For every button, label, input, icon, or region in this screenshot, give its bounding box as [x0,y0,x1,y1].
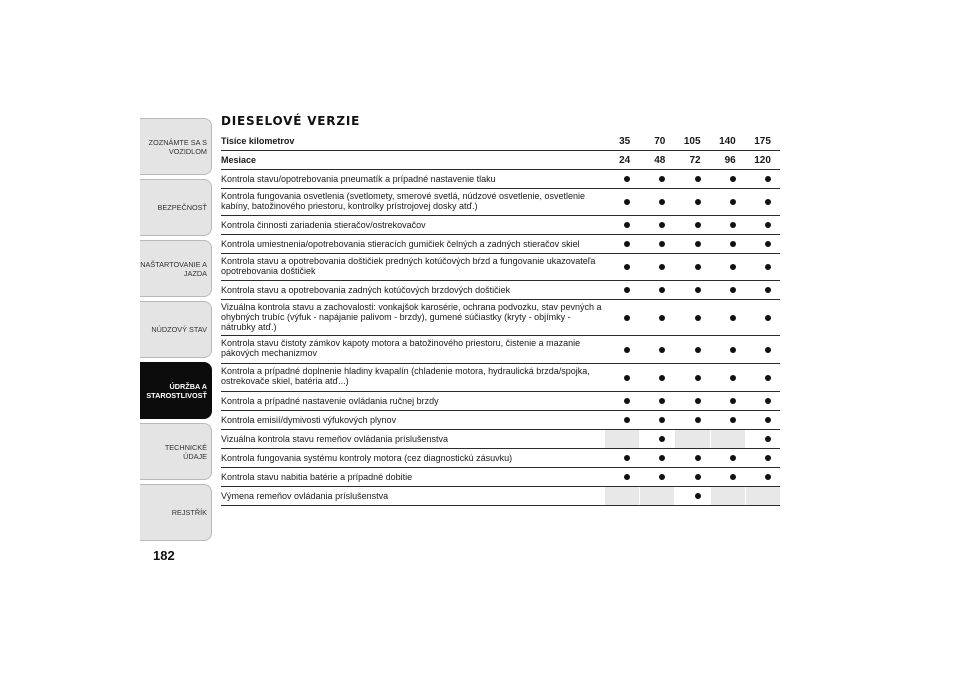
bullet-dot-icon [624,375,630,381]
bullet-dot-icon [624,474,630,480]
bullet-dot-icon [624,347,630,353]
bullet-dot-icon [730,455,736,461]
check-cell [745,411,780,429]
row-description: Kontrola stavu a opotrebovania zadných kotúčových brzdových doštičiek [221,285,511,295]
check-cell [710,336,745,363]
bullet-dot-icon [765,264,771,270]
tab-udrzba[interactable] [140,362,212,419]
check-cell [604,216,639,234]
bullet-dot-icon [624,199,630,205]
bullet-dot-icon [765,222,771,228]
check-cell [745,300,780,335]
check-cell [604,300,639,335]
bullet-dot-icon [765,474,771,480]
bullet-dot-icon [659,375,665,381]
check-cell [604,364,639,391]
tab-label: NAŠTARTOVANIE A JAZDA [140,259,207,278]
tab-bezpecnost[interactable] [140,179,212,236]
check-cell [604,254,639,280]
bullet-dot-icon [765,436,771,442]
maintenance-table [221,133,780,506]
check-cell [639,300,674,335]
tab-label: ZOZNÁMTE SA S VOZIDLOM [148,137,207,156]
page-number: 182 [153,548,175,563]
bullet-dot-icon [695,222,701,228]
bullet-dot-icon [765,287,771,293]
bullet-dot-icon [730,222,736,228]
bullet-dot-icon [624,241,630,247]
table-row [221,254,780,281]
row-description: Kontrola stavu čistoty zámkov kapoty motora a batožinového priestoru, čistenie a mazanie pákových mechanizmov [221,338,581,359]
bullet-dot-icon [659,222,665,228]
check-cell [745,235,780,253]
check-cell [604,468,639,486]
row-description: Kontrola emisií/dymivosti výfukových plynov [221,415,397,425]
tab-rejstrik[interactable] [140,484,212,541]
check-cell [674,281,709,299]
empty-cell [710,487,745,505]
check-cell [639,392,674,410]
check-cell [710,281,745,299]
row-description: Kontrola činnosti zariadenia stieračov/ostrekovačov [221,220,426,230]
header-cell: 48 [654,154,666,166]
tab-zoznamte-sa[interactable] [140,118,212,175]
bullet-dot-icon [730,474,736,480]
check-cell [674,411,709,429]
check-cell [674,487,709,505]
row-description: Kontrola fungovania osvetlenia (svetlomety, smerové svetlá, núdzové osvetlenie, osvetlenie kabíny, batožinového priestoru, kontrolky prístrojovej dosky atď.) [221,191,586,212]
check-cell [639,254,674,280]
empty-cell [639,487,674,505]
check-cell [710,364,745,391]
bullet-dot-icon [659,199,665,205]
bullet-dot-icon [695,375,701,381]
bullet-dot-icon [730,176,736,182]
bullet-dot-icon [695,287,701,293]
check-cell [745,364,780,391]
table-row [221,189,780,216]
tab-technicke-udaje[interactable] [140,423,212,480]
bullet-dot-icon [624,398,630,404]
bullet-dot-icon [730,398,736,404]
bullet-dot-icon [695,315,701,321]
bullet-dot-icon [659,315,665,321]
bullet-dot-icon [695,455,701,461]
check-cell [674,216,709,234]
section-title: DIESELOVÉ VERZIE [221,114,361,128]
check-cell [674,300,709,335]
bullet-dot-icon [765,241,771,247]
bullet-dot-icon [765,417,771,423]
table-row [221,235,780,254]
tab-label: TECHNICKÉ ÚDAJE [164,442,207,461]
check-cell [710,170,745,188]
bullet-dot-icon [624,315,630,321]
row-description: Vizuálna kontrola stavu remeňov ovládania príslušenstva [221,434,448,444]
bullet-dot-icon [659,474,665,480]
check-cell [674,364,709,391]
table-row [221,216,780,235]
empty-cell [674,430,709,448]
header-cell: 35 [619,136,631,147]
check-cell [604,235,639,253]
bullet-dot-icon [659,347,665,353]
header-cell: 140 [719,136,736,147]
bullet-dot-icon [765,347,771,353]
check-cell [745,392,780,410]
check-cell [745,216,780,234]
check-cell [639,235,674,253]
check-cell [745,430,780,448]
empty-cell [604,430,639,448]
check-cell [745,281,780,299]
empty-cell [604,487,639,505]
header-cell: 96 [724,154,736,166]
check-cell [710,235,745,253]
bullet-dot-icon [695,176,701,182]
check-cell [639,336,674,363]
check-cell [745,170,780,188]
header-row-km [221,133,780,151]
row-description: Vizuálna kontrola stavu a zachovalosti: vonkajšok karosérie, ochrana podvozku, stav pevných a ohybných trubíc (výfuk - napájanie palivom - brzdy), gumené súčiastky (kryty - objímky - nátrubky atď.) [221,302,602,333]
row-description: Kontrola fungovania systému kontroly motora (cez diagnostickú zásuvku) [221,453,513,463]
bullet-dot-icon [765,176,771,182]
check-cell [604,170,639,188]
header-cell: 175 [754,136,771,147]
table-row [221,411,780,430]
bullet-dot-icon [695,417,701,423]
check-cell [745,468,780,486]
tab-label: NÚDZOVÝ STAV [151,325,207,334]
check-cell [674,189,709,215]
check-cell [639,411,674,429]
check-cell [639,189,674,215]
tab-label: REJSTŘÍK [171,508,207,517]
bullet-dot-icon [624,287,630,293]
check-cell [674,449,709,467]
bullet-dot-icon [659,264,665,270]
bullet-dot-icon [765,199,771,205]
tab-label: ÚDRŽBA A STAROSTLIVOSŤ [146,381,207,400]
check-cell [674,468,709,486]
check-cell [639,216,674,234]
check-cell [710,189,745,215]
bullet-dot-icon [659,176,665,182]
header-cell: 70 [654,136,666,147]
check-cell [710,216,745,234]
check-cell [639,468,674,486]
check-cell [710,392,745,410]
bullet-dot-icon [624,455,630,461]
table-row [221,364,780,392]
bullet-dot-icon [730,375,736,381]
check-cell [639,430,674,448]
bullet-dot-icon [765,455,771,461]
check-cell [639,449,674,467]
header-label: Mesiace [221,155,257,165]
bullet-dot-icon [659,398,665,404]
bullet-dot-icon [659,287,665,293]
header-cell: 105 [683,136,701,147]
bullet-dot-icon [730,287,736,293]
table-row [221,468,780,487]
check-cell [745,254,780,280]
row-description: Kontrola a prípadné doplnenie hladiny kvapalín (chladenie motora, hydraulická brzda/spojka, ostrekovače skiel, batéria atď...) [221,366,590,387]
header-cell: 120 [754,154,771,166]
check-cell [674,170,709,188]
bullet-dot-icon [765,398,771,404]
tab-nudzovy-stav[interactable] [140,301,212,358]
check-cell [745,336,780,363]
check-cell [710,468,745,486]
table-row [221,300,780,336]
header-label: Tisíce kilometrov [221,136,295,146]
check-cell [674,254,709,280]
bullet-dot-icon [730,199,736,205]
bullet-dot-icon [624,264,630,270]
check-cell [674,336,709,363]
row-description: Kontrola a prípadné nastavenie ovládania ručnej brzdy [221,396,439,406]
row-description: Kontrola stavu a opotrebovania doštičiek predných kotúčových bŕzd a fungovanie ukazovateľa opotrebovania doštičiek [221,256,596,277]
check-cell [604,336,639,363]
tab-nastartovanie[interactable] [140,240,212,297]
check-cell [674,392,709,410]
bullet-dot-icon [765,375,771,381]
bullet-dot-icon [695,264,701,270]
check-cell [639,281,674,299]
bullet-dot-icon [624,222,630,228]
check-cell [710,411,745,429]
check-cell [604,189,639,215]
check-cell [710,254,745,280]
check-cell [639,170,674,188]
check-cell [604,392,639,410]
header-cell: 24 [619,154,631,166]
row-description: Kontrola umiestnenia/opotrebovania stieracích gumičiek čelných a zadných stieračov skiel [221,239,580,249]
check-cell [745,449,780,467]
table-row [221,487,780,506]
bullet-dot-icon [695,474,701,480]
bullet-dot-icon [765,315,771,321]
bullet-dot-icon [730,315,736,321]
bullet-dot-icon [659,241,665,247]
bullet-dot-icon [730,347,736,353]
bullet-dot-icon [695,241,701,247]
table-row [221,336,780,364]
row-description: Výmena remeňov ovládania príslušenstva [221,491,389,501]
table-row [221,392,780,411]
bullet-dot-icon [695,199,701,205]
table-row [221,281,780,300]
header-row-months [221,151,780,170]
bullet-dot-icon [730,417,736,423]
check-cell [604,411,639,429]
table-row [221,449,780,468]
empty-cell [745,487,780,505]
bullet-dot-icon [659,417,665,423]
check-cell [604,281,639,299]
check-cell [674,235,709,253]
row-description: Kontrola stavu nabitia batérie a prípadné dobitie [221,472,413,482]
bullet-dot-icon [695,347,701,353]
bullet-dot-icon [659,436,665,442]
check-cell [745,189,780,215]
check-cell [710,449,745,467]
check-cell [604,449,639,467]
bullet-dot-icon [730,241,736,247]
table-row [221,430,780,449]
tab-label: BEZPEČNOSŤ [157,203,207,212]
bullet-dot-icon [730,264,736,270]
row-description: Kontrola stavu/opotrebovania pneumatík a prípadné nastavenie tlaku [221,174,496,184]
check-cell [639,364,674,391]
bullet-dot-icon [624,417,630,423]
table-row [221,170,780,189]
bullet-dot-icon [695,493,701,499]
bullet-dot-icon [695,398,701,404]
bullet-dot-icon [624,176,630,182]
bullet-dot-icon [659,455,665,461]
empty-cell [710,430,745,448]
header-cell: 72 [689,154,701,166]
check-cell [710,300,745,335]
